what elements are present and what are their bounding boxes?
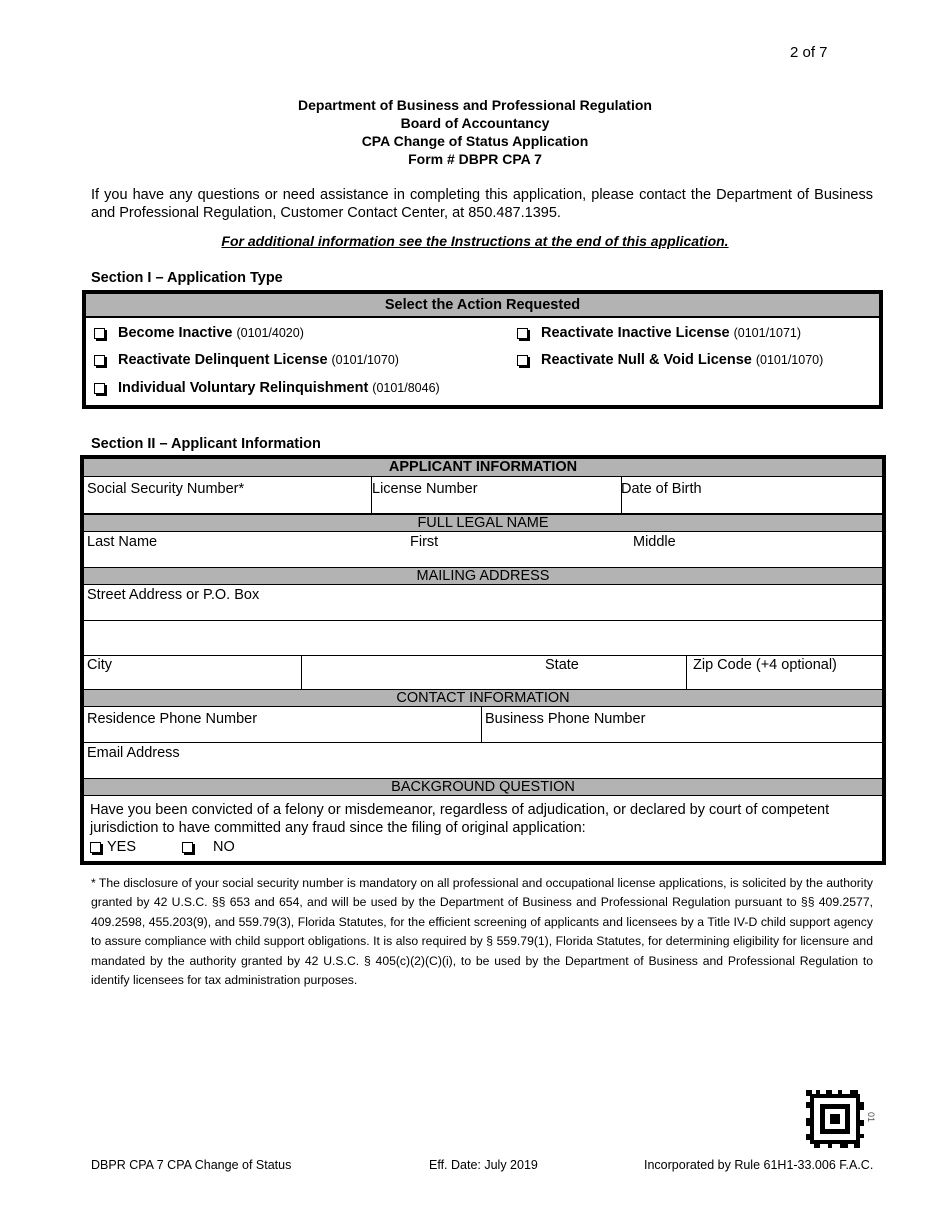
section1-bar: Select the Action Requested — [86, 294, 879, 318]
page-number: 2 of 7 — [790, 44, 828, 61]
ssn-disclosure-footnote: * The disclosure of your social security number is mandatory on all professional and occupational license applications, is solicited by the authority granted by 42 U.S.C. §§ 653 and 654, and will be used by the Department of Business and Professional Regulation pursuant to §§ 409.2577, 409.2598, 455.203(9), and 559.79(3), Florida Statutes, for the efficient screening of applicants and licensees by a Title IV-D child support agency to assure compliance with child support obligations. It is also required by § 559.79(1), Florida Statutes, for determining eligibility for licensure and mandated by the authority granted by 42 U.S.C. § 405(c)(2)(C)(i), to be used by the Department of Business and Professional Regulation to identify licensees for tax administration purposes. — [91, 876, 873, 988]
option-reactivate-null-void[interactable] — [517, 352, 823, 368]
checkbox-reactivate-null-void[interactable] — [517, 355, 528, 366]
email-row — [84, 743, 882, 779]
header-form-title: CPA Change of Status Application — [361, 133, 589, 149]
footer-rule: Incorporated by Rule 61H1-33.006 F.A.C. — [644, 1158, 874, 1172]
option-reactivate-delinquent[interactable] — [94, 352, 399, 368]
section2-title: Section II – Applicant Information — [91, 436, 321, 452]
date-of-birth-field[interactable]: Date of Birth — [621, 481, 702, 497]
ssn-field[interactable]: Social Security Number* — [87, 481, 245, 497]
checkbox-reactivate-inactive[interactable] — [517, 328, 528, 339]
yes-label: YES — [107, 839, 137, 855]
mailing-address-bar: MAILING ADDRESS — [84, 567, 882, 585]
barcode-number: 01 — [866, 1111, 877, 1123]
checkbox-yes[interactable] — [90, 842, 101, 853]
section2-box — [80, 455, 886, 865]
license-number-field[interactable]: License Number — [372, 481, 478, 497]
footer-effective-date: Eff. Date: July 2019 — [429, 1158, 538, 1172]
section1-box — [82, 290, 883, 409]
option-reactivate-inactive[interactable] — [517, 325, 801, 341]
checkbox-become-inactive[interactable] — [94, 328, 105, 339]
option-code: (0101/1070) — [331, 353, 399, 367]
header-board: Board of Accountancy — [400, 115, 550, 131]
middle-name-field[interactable]: Middle — [633, 534, 676, 550]
form-header — [0, 96, 950, 168]
header-form-number: Form # DBPR CPA 7 — [408, 151, 542, 167]
option-label: Become Inactive — [118, 325, 233, 341]
contact-information-bar: CONTACT INFORMATION — [84, 689, 882, 707]
section1-title: Section I – Application Type — [91, 270, 283, 286]
street-line2-field[interactable] — [84, 621, 882, 656]
checkbox-reactivate-delinquent[interactable] — [94, 355, 105, 366]
no-label: NO — [213, 839, 235, 855]
zip-code-field[interactable]: Zip Code (+4 optional) — [693, 657, 837, 673]
name-row — [84, 532, 882, 568]
option-voluntary-relinquishment[interactable] — [94, 380, 440, 396]
background-question-text: Have you been convicted of a felony or misdemeanor, regardless of adjudication, or declared by court of competent jurisdiction to have committed any fraud since the filing of original application: — [90, 802, 830, 836]
additional-info-note: For additional information see the Instructions at the end of this application. — [221, 233, 729, 249]
divider — [686, 656, 687, 690]
footer-form-name: DBPR CPA 7 CPA Change of Status — [91, 1158, 292, 1172]
option-code: (0101/4020) — [236, 326, 304, 340]
divider — [481, 707, 482, 743]
no-option[interactable] — [182, 839, 235, 855]
option-code: (0101/8046) — [372, 381, 440, 395]
option-label: Reactivate Delinquent License — [118, 352, 328, 368]
option-label: Individual Voluntary Relinquishment — [118, 380, 369, 396]
applicant-info-bar: APPLICANT INFORMATION — [84, 459, 882, 477]
option-become-inactive[interactable] — [94, 325, 304, 341]
first-name-field[interactable]: First — [410, 534, 439, 550]
option-code: (0101/1070) — [755, 353, 824, 367]
option-label: Reactivate Null & Void License — [541, 352, 752, 368]
option-label: Reactivate Inactive License — [541, 325, 730, 341]
state-field[interactable]: State — [545, 657, 579, 673]
business-phone-field[interactable]: Business Phone Number — [485, 711, 646, 727]
email-address-field[interactable]: Email Address — [87, 745, 180, 761]
checkbox-no[interactable] — [182, 842, 193, 853]
street-address-field[interactable]: Street Address or P.O. Box — [87, 587, 260, 603]
background-question-bar: BACKGROUND QUESTION — [84, 778, 882, 796]
yes-option[interactable] — [90, 839, 136, 855]
residence-phone-field[interactable]: Residence Phone Number — [87, 711, 258, 727]
full-legal-name-bar: FULL LEGAL NAME — [84, 514, 882, 532]
intro-paragraph: If you have any questions or need assistance in completing this application, please contact the Department of Business and Professional Regulation, Customer Contact Center, at 850.487.1395. — [91, 187, 873, 221]
city-field[interactable]: City — [87, 657, 112, 673]
last-name-field[interactable]: Last Name — [87, 534, 158, 550]
barcode-icon — [806, 1090, 864, 1148]
checkbox-voluntary-relinquishment[interactable] — [94, 383, 105, 394]
header-department: Department of Business and Professional Regulation — [298, 97, 652, 113]
divider — [301, 656, 302, 690]
option-code: (0101/1071) — [733, 326, 802, 340]
